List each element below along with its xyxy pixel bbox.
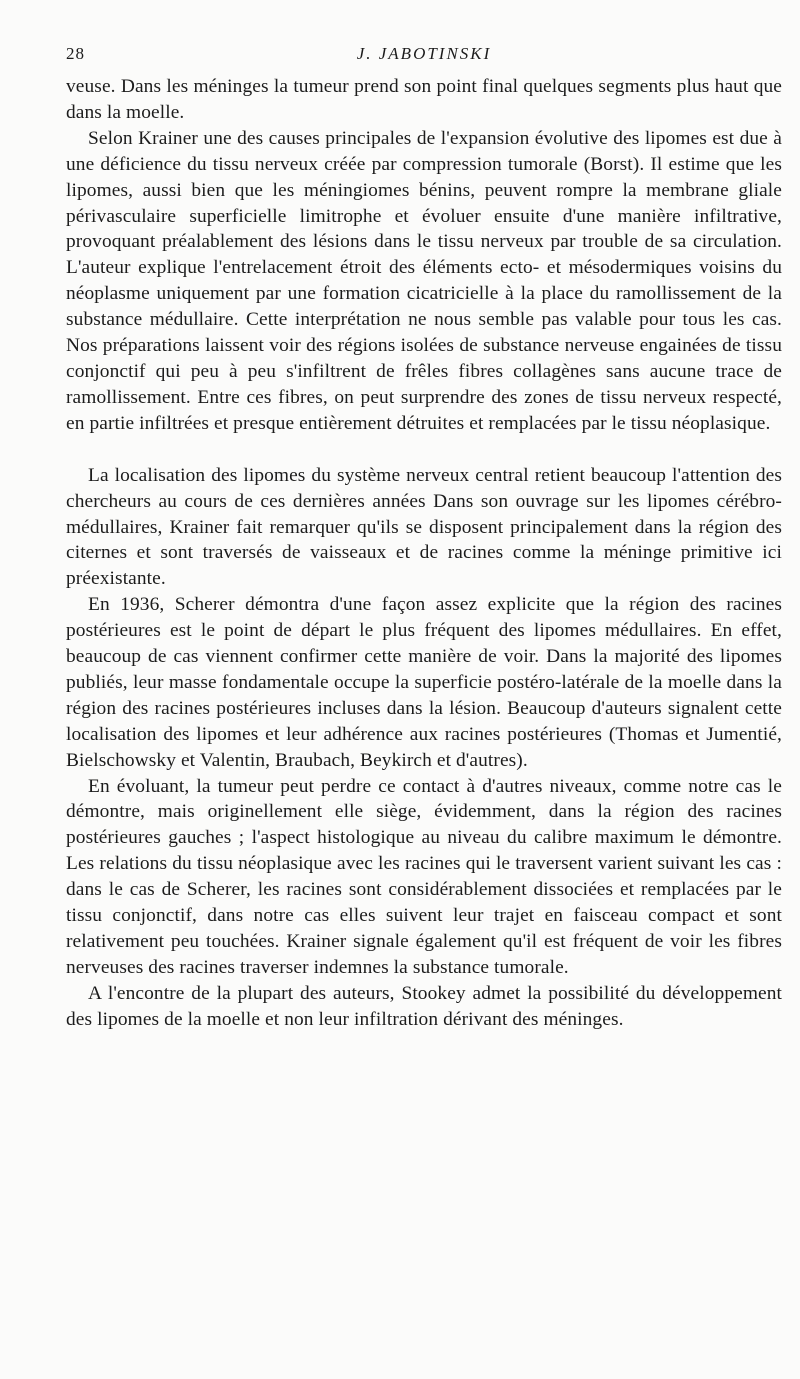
paragraph-evolution: En évoluant, la tumeur peut perdre ce contact à d'autres niveaux, comme notre cas le démontre, mais originellement elle siège, évidemment, dans la région des racines postérieures gauches ; l'aspect histologique au niveau du calibre maximum le démontre. Les relations du tissu néoplasique avec les racines qui le traversent varient suivant les cas : dans le cas de Scherer, les racines sont considérablement dissociées et remplacées par le tissu conjonctif, dans notre cas elles suivent leur trajet en faisceau compact et sont relativement peu touchées. Krainer signale également qu'il est fréquent de voir les fibres nerveuses des racines traverser indemnes la substance tumorale. [66, 775, 782, 978]
paragraph-scherer-1936: En 1936, Scherer démontra d'une façon assez explicite que la région des racines postérieures est le point de départ le plus fréquent des lipomes médullaires. En effet, beaucoup de cas viennent confirmer cette manière de voir. Dans la majorité des lipomes publiés, leur masse fondamentale occupe la superficie postéro-latérale de la moelle dans la région des racines postérieures incluses dans la lésion. Beaucoup d'auteurs signalent cette localisation des lipomes et leur adhérence aux racines postérieures (Thomas et Jumentié, Bielschowsky et Valentin, Braubach, Beykirch et d'autres). [66, 594, 782, 771]
page [66, 44, 782, 1033]
paragraph-krainer-expansion: Selon Krainer une des causes principales de l'expansion évolutive des lipomes est due à une déficience du tissu nerveux créée par compression tumorale (Borst). Il estime que les lipomes, aussi bien que les méningiomes bénins, peuvent rompre la membrane gliale périvasculaire superficielle limitrophe et évoluer ensuite d'une manière infiltrative, provoquant préalablement des lésions dans le tissu nerveux par trouble de sa circulation. L'auteur explique l'entrelacement étroit des éléments ecto- et mésodermiques voisins du néoplasme uniquement par une formation cicatricielle à la place du ramollissement de la substance médullaire. Cette interprétation ne nous semble pas valable pour tous les cas. Nos préparations laissent voir des régions isolées de substance nerveuse engainées de tissu conjonctif qui peu à peu s'infiltrent de frêles fibres collagènes sans aucune trace de ramollissement. Entre ces fibres, on peut surprendre des zones de tissu nerveux respecté, en partie infiltrées et presque entièrement détruites et remplacées par le tissu néoplasique. [66, 127, 782, 434]
body-text [66, 74, 782, 1033]
running-head: J. JABOTINSKI [356, 44, 492, 63]
paragraph-localisation: La localisation des lipomes du système nerveux central retient beaucoup l'attention des chercheurs au cours de ces dernières années Dans son ouvrage sur les lipomes cérébro-médullaires, Krainer fait remarquer qu'ils se disposent principalement dans la région des citernes et sont traversés de vaisseaux et de racines comme la méninge primitive ici préexistante. [66, 464, 782, 590]
page-number: 28 [66, 44, 85, 63]
page-header [66, 44, 782, 74]
paragraph-continuation: veuse. Dans les méninges la tumeur prend son point final quelques segments plus haut que dans la moelle. [66, 76, 782, 123]
paragraph-stookey: A l'encontre de la plupart des auteurs, Stookey admet la possibilité du développement des lipomes de la moelle et non leur infiltration dérivant des méninges. [66, 982, 782, 1030]
